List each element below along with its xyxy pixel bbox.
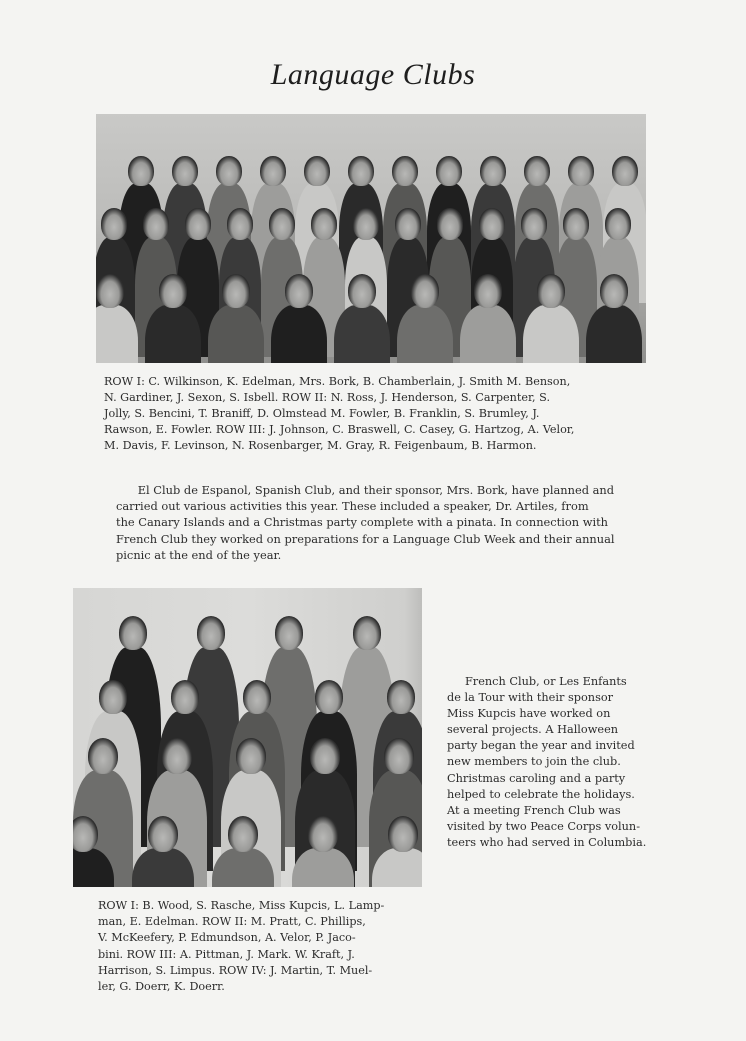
spanish-club-photo-caption: [104, 374, 574, 454]
photo-person-head: [143, 208, 170, 240]
photo-person-head: [275, 616, 304, 650]
caption-line: ROW I: C. Wilkinson, K. Edelman, Mrs. Bork, B. Chamberlain, J. Smith M. Benson,: [104, 375, 571, 388]
photo-person-head: [227, 208, 254, 240]
photo-person-head: [128, 156, 153, 186]
photo-person-head: [308, 816, 338, 852]
photo-person-head: [348, 156, 373, 186]
french-club-group-photo: [73, 588, 422, 887]
photo-person-head: [521, 208, 548, 240]
photo-person-head: [197, 616, 226, 650]
caption-line: V. McKeefery, P. Edmundson, A. Velor, P. Jaco-: [98, 931, 356, 945]
photo-person-head: [348, 274, 377, 308]
photo-person-head: [269, 208, 296, 240]
paragraph-line: Miss Kupcis have worked on: [447, 707, 611, 721]
photo-person-body: [523, 305, 579, 363]
photo-person-body: [208, 305, 264, 363]
photo-person-head: [411, 274, 440, 308]
photo-person-head: [384, 738, 414, 774]
photo-person-head: [236, 738, 266, 774]
photo-person-head: [436, 156, 461, 186]
caption-line: N. Gardiner, J. Sexon, S. Isbell. ROW II: N. Ross, J. Henderson, S. Carpenter, S.: [104, 391, 550, 404]
photo-person-body: [292, 848, 354, 887]
photo-person-head: [310, 738, 340, 774]
photo-person-head: [388, 816, 418, 852]
photo-person-head: [479, 208, 506, 240]
photo-person-head: [159, 274, 188, 308]
photo-person-head: [311, 208, 338, 240]
photo-person-head: [387, 680, 416, 714]
photo-person-head: [395, 208, 422, 240]
photo-person-head: [185, 208, 212, 240]
spanish-club-description: [116, 482, 615, 563]
photo-person-head: [353, 616, 382, 650]
paragraph-line: At a meeting French Club was: [447, 803, 621, 817]
photo-person-head: [285, 274, 314, 308]
paragraph-line: teers who had served in Columbia.: [447, 835, 647, 849]
photo-person-head: [88, 738, 118, 774]
photo-person-body: [460, 305, 516, 363]
caption-line: Jolly, S. Bencini, T. Braniff, D. Olmstead M. Fowler, B. Franklin, S. Brumley, J.: [104, 407, 540, 420]
caption-line: Rawson, E. Fowler. ROW III: J. Johnson, C. Braswell, C. Casey, G. Hartzog, A. Velor,: [104, 423, 575, 436]
caption-line: M. Davis, F. Levinson, N. Rosenbarger, M. Gray, R. Feigenbaum, B. Harmon.: [104, 439, 537, 452]
photo-person-head: [437, 208, 464, 240]
photo-person-head: [315, 680, 344, 714]
photo-person-head: [537, 274, 566, 308]
paragraph-line: El Club de Espanol, Spanish Club, and their sponsor, Mrs. Bork, have planned and: [116, 483, 615, 497]
photo-person-body: [397, 305, 453, 363]
spanish-club-group-photo: [96, 114, 646, 363]
photo-person-body: [334, 305, 390, 363]
french-club-description: [447, 674, 646, 851]
paragraph-line: several projects. A Halloween: [447, 723, 619, 737]
photo-person-head: [568, 156, 593, 186]
paragraph-line: new members to join the club.: [447, 755, 621, 769]
photo-person-head: [243, 680, 272, 714]
photo-person-head: [228, 816, 258, 852]
caption-line: Harrison, S. Limpus. ROW IV: J. Martin, T. Muel-: [98, 963, 373, 977]
photo-person-head: [600, 274, 629, 308]
photo-person-head: [563, 208, 590, 240]
photo-person-head: [119, 616, 148, 650]
paragraph-line: French Club, or Les Enfants: [447, 675, 627, 688]
photo-person-head: [73, 816, 98, 852]
caption-line: ROW I: B. Wood, S. Rasche, Miss Kupcis, L. Lamp-: [98, 899, 385, 912]
photo-person-head: [101, 208, 128, 240]
paragraph-line: picnic at the end of the year.: [116, 547, 282, 562]
photo-person-head: [304, 156, 329, 186]
paragraph-line: party began the year and invited: [447, 739, 635, 753]
photo-person-body: [271, 305, 327, 363]
paragraph-line: carried out various activities this year. These included a speaker, Dr. Artiles, from: [116, 499, 589, 514]
photo-person-head: [474, 274, 503, 308]
photo-person-head: [605, 208, 632, 240]
paragraph-line: French Club they worked on preparations for a Language Club Week and their annual: [116, 531, 615, 546]
page-title: Language Clubs: [270, 58, 476, 91]
photo-person-body: [586, 305, 642, 363]
photo-person-head: [148, 816, 178, 852]
photo-person-head: [353, 208, 380, 240]
photo-person-head: [480, 156, 505, 186]
photo-person-head: [222, 274, 251, 308]
paragraph-line: de la Tour with their sponsor: [447, 691, 614, 705]
photo-person-head: [171, 680, 200, 714]
photo-person-head: [96, 274, 124, 308]
photo-person-head: [216, 156, 241, 186]
photo-person-body: [145, 305, 201, 363]
photo-person-head: [162, 738, 192, 774]
photo-person-head: [99, 680, 128, 714]
french-club-photo-caption: [98, 898, 384, 995]
caption-line: man, E. Edelman. ROW II: M. Pratt, C. Phillips,: [98, 915, 366, 929]
photo-person-head: [260, 156, 285, 186]
photo-person-body: [212, 848, 274, 887]
photo-person-head: [392, 156, 417, 186]
caption-line: bini. ROW III: A. Pittman, J. Mark. W. Kraft, J.: [98, 947, 355, 961]
paragraph-line: visited by two Peace Corps volun-: [447, 819, 641, 833]
paragraph-line: Christmas caroling and a party: [447, 771, 626, 785]
photo-person-head: [524, 156, 549, 186]
paragraph-line: the Canary Islands and a Christmas party complete with a pinata. In connection with: [116, 515, 609, 530]
photo-person-body: [132, 848, 194, 887]
photo-person-head: [172, 156, 197, 186]
paragraph-line: helped to celebrate the holidays.: [447, 787, 635, 801]
photo-person-head: [612, 156, 637, 186]
caption-line: ler, G. Doerr, K. Doerr.: [98, 980, 225, 994]
